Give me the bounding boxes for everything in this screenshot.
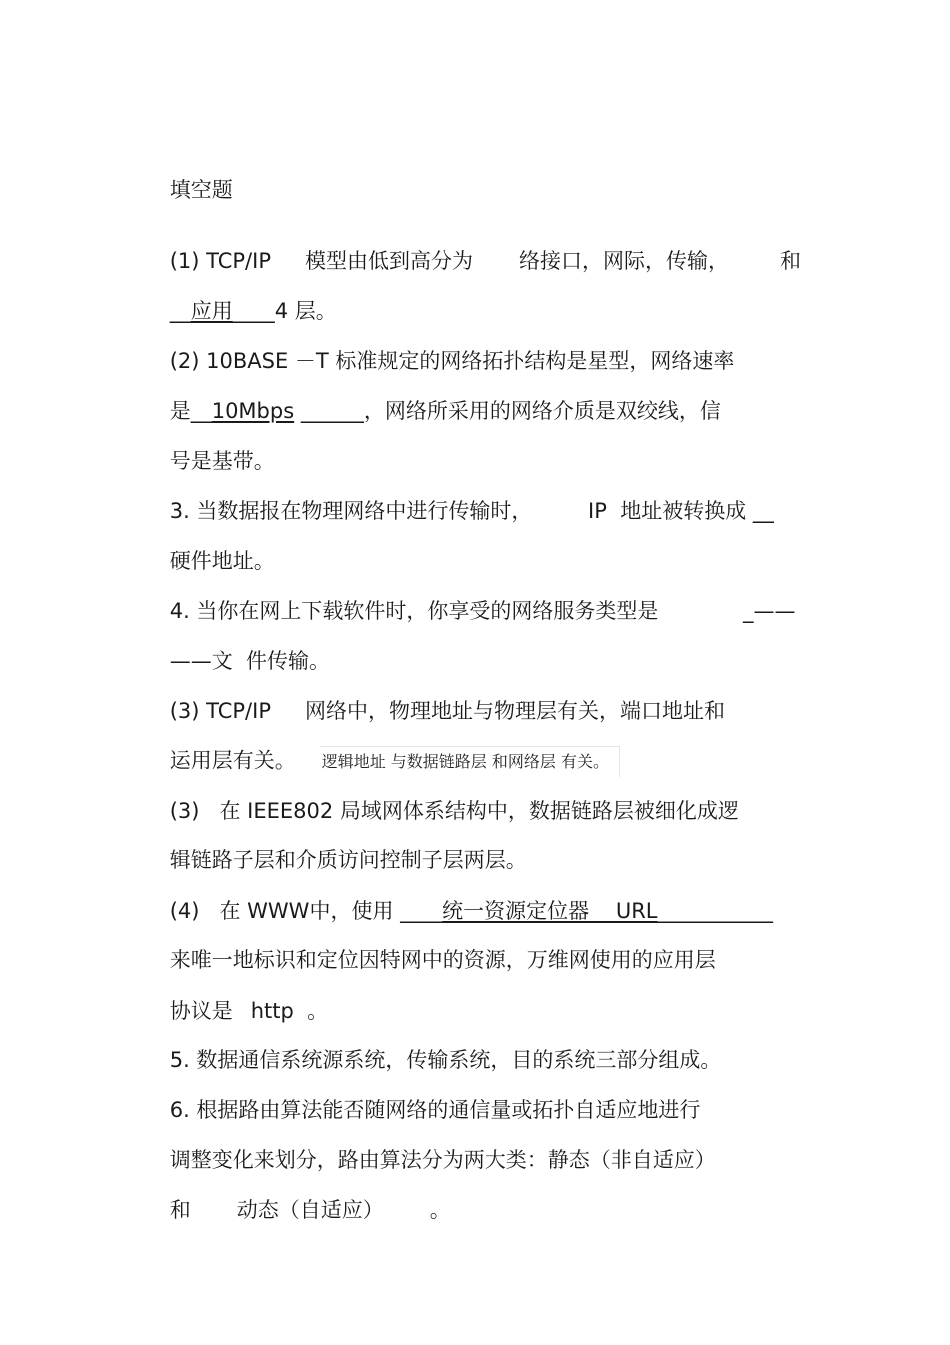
text-span: 3. 当数据报在物理网络中进行传输时， [169, 499, 533, 523]
text-span: (3) TCP/IP [169, 699, 271, 723]
text-span: ______，网络所采用的网络介质是双绞线，信 [294, 399, 721, 423]
answer-text: 应用 [190, 299, 233, 323]
blank: __ [169, 299, 191, 323]
text-span: 络接口，网际，传输， [518, 249, 729, 273]
pasted-note: 逻辑地址 与数据链路层 和网络层 有关。 [320, 746, 620, 777]
question-6-line-3 [143, 1168, 451, 1252]
text-span: (2) 10BASE －T 标准规定的网络拓扑结构是星型，网络速率 [169, 349, 735, 373]
text-span: (1) TCP/IP [169, 249, 271, 273]
text-span: _—— [743, 599, 796, 623]
text-span: IP 地址被转换成 __ [588, 499, 774, 523]
text-span: 调整变化来划分，路由算法分为两大类：静态（非自适应） [169, 1148, 716, 1172]
text-span: 号是基带。 [169, 449, 275, 473]
text-span: 和 [780, 249, 801, 273]
text-span: 。 [429, 1198, 451, 1222]
text-span: 运用层有关。 [169, 748, 296, 773]
answer-text: http 。 [250, 999, 329, 1023]
text-span: 6. 根据路由算法能否随网络的通信量或拓扑自适应地进行 [169, 1098, 701, 1122]
answer-text: 10Mbps [211, 399, 295, 423]
blank: ___________ [657, 899, 773, 923]
answer-text: 统一资源定位器 URL [442, 899, 658, 923]
text-span: (3) 在 IEEE802 局域网体系结构中，数据链路层被细化成逻 [169, 799, 739, 823]
text-span: 协议是 [169, 999, 233, 1023]
answer-text: 动态（自适应） [236, 1198, 384, 1222]
text-span: 硬件地址。 [169, 549, 275, 573]
text-span: ——文 件传输。 [169, 649, 331, 673]
text-span: 来唯一地标识和定位因特网中的资源，万维网使用的应用层 [169, 948, 716, 972]
text-span: ____4 层。 [232, 299, 337, 323]
text-span: 和 [169, 1198, 191, 1222]
text-span: 模型由低到高分为 [304, 249, 473, 273]
text-span: 4. 当你在网上下载软件时，你享受的网络服务类型是 [169, 599, 659, 623]
text-span: 网络中，物理地址与物理层有关，端口地址和 [304, 699, 725, 723]
text-span: 是__ [169, 399, 212, 423]
text-span: 辑链路子层和介质访问控制子层两层。 [169, 848, 527, 872]
text-span: 5. 数据通信系统源系统，传输系统，目的系统三部分组成。 [169, 1048, 722, 1072]
text-span: (4) 在 WWW中，使用 ____ [169, 899, 443, 923]
heading-text: 填空题 [169, 178, 233, 202]
